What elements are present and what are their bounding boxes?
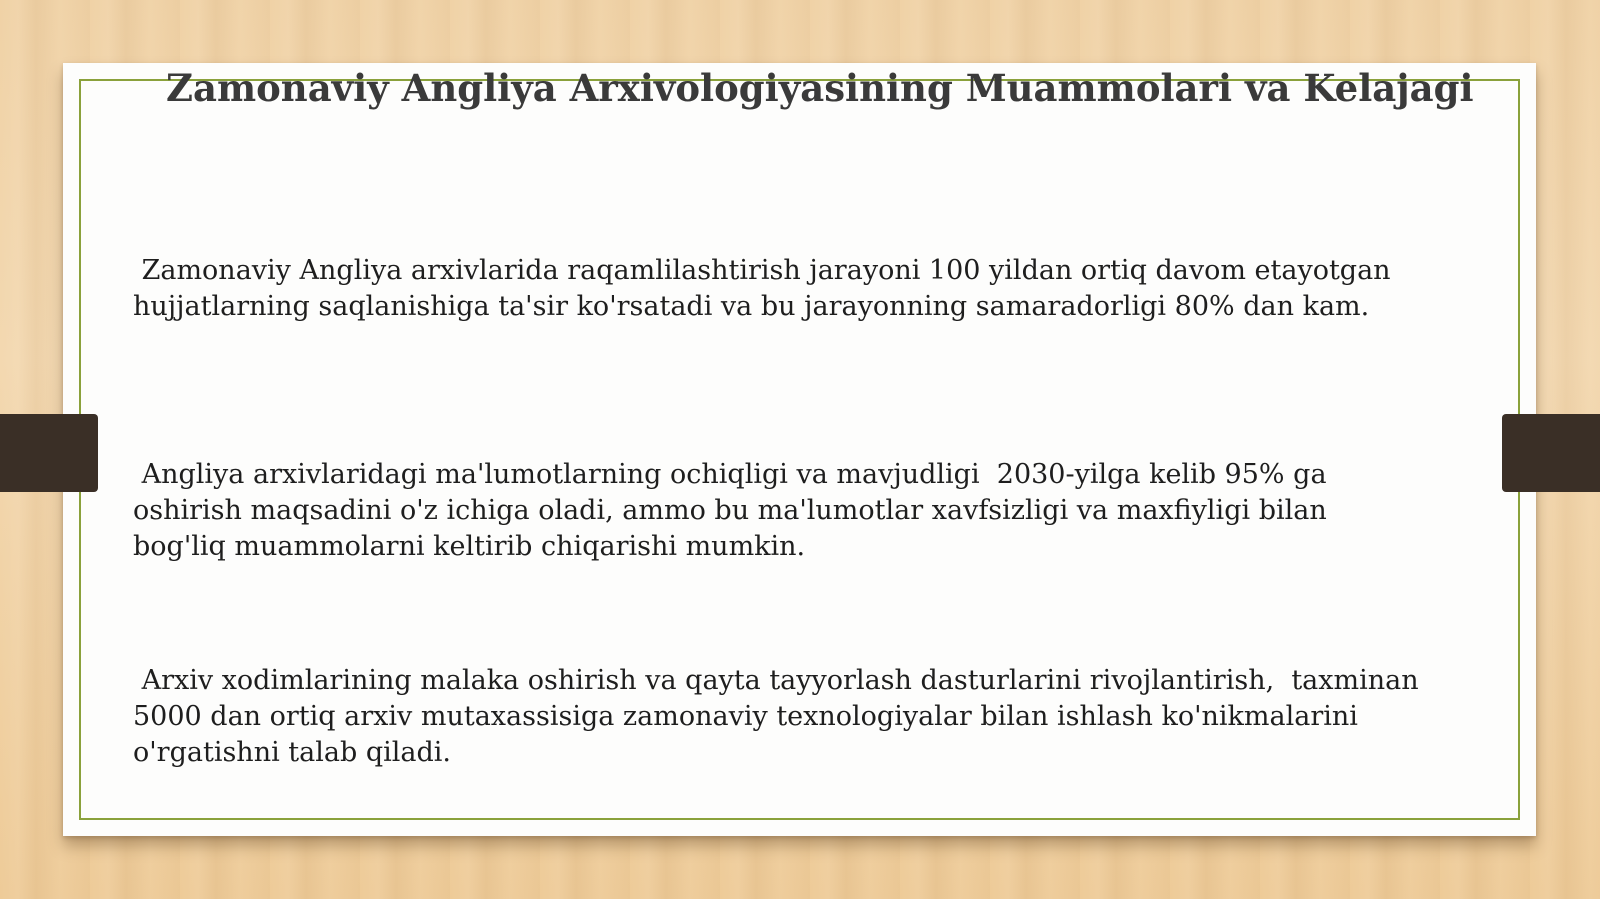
paragraph-staff-training: Arxiv xodimlarining malaka oshirish va qayta tayyorlash dasturlarini rivojlantirish, taxminan 5000 dan ortiq arxiv mutaxassisiga zamonaviy texnologiyalar bilan ishlash ko'nikmalarini o'rgatishni talab qiladi. bbox=[133, 665, 1419, 768]
binder-clip-right bbox=[1502, 414, 1600, 492]
slide-title: Zamonaviy Angliya Arxivologiyasining Muammolari va Kelajagi bbox=[166, 66, 1474, 110]
binder-clip-left bbox=[0, 414, 98, 492]
paragraph-digitization: Zamonaviy Angliya arxivlarida raqamlilashtirish jarayoni 100 yildan ortiq davom etayotgan hujjatlarning saqlanishiga ta'sir ko'rsatadi va bu jarayonning samaradorligi 80% dan kam. bbox=[133, 255, 1391, 322]
paragraph-open-data: Angliya arxivlaridagi ma'lumotlarning ochiqligi va mavjudligi 2030-yilga kelib 95% ga oshirish maqsadini o'z ichiga oladi, ammo bu ma'lumotlar xavfsizligi va maxfiyligi bilan bog'liq muammolarni keltirib chiqarishi mumkin. bbox=[133, 459, 1327, 562]
